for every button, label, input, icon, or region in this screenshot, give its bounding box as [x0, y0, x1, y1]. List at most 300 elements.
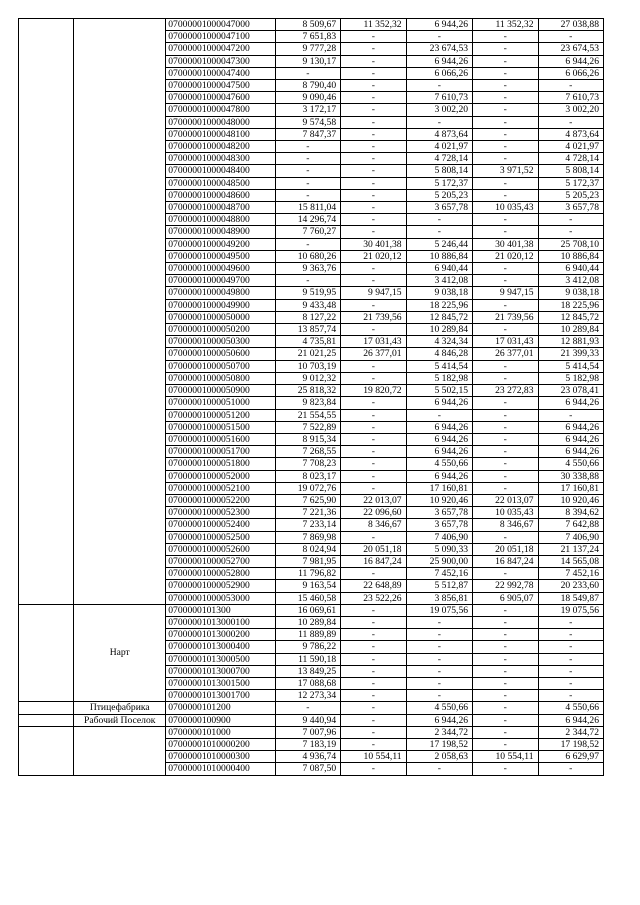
value-cell-4: -	[473, 397, 538, 409]
value-cell-2: -	[341, 433, 406, 445]
value-cell-4: -	[473, 702, 538, 714]
code-cell: 07000001000051600	[166, 433, 275, 445]
value-cell-4: -	[473, 421, 538, 433]
value-cell-2: -	[341, 446, 406, 458]
value-cell-3: 3 856,81	[406, 592, 472, 604]
value-cell-2: 21 739,56	[341, 311, 406, 323]
code-cell: 07000001013000500	[166, 653, 275, 665]
code-cell: 07000001000049900	[166, 299, 275, 311]
value-cell-2: 30 401,38	[341, 238, 406, 250]
value-cell-2: -	[341, 690, 406, 702]
value-cell-4: 21 020,12	[473, 250, 538, 262]
code-cell: 0700000101200	[166, 702, 275, 714]
value-cell-2: -	[341, 214, 406, 226]
value-cell-1: 7 847,37	[275, 128, 340, 140]
value-cell-5: 4 550,66	[538, 702, 604, 714]
value-cell-3: -	[406, 665, 472, 677]
code-cell: 07000001000047500	[166, 80, 275, 92]
code-cell: 0700000101300	[166, 604, 275, 616]
value-cell-3: -	[406, 763, 472, 775]
value-cell-4: -	[473, 226, 538, 238]
value-cell-4: -	[473, 372, 538, 384]
value-cell-5: 5 414,54	[538, 360, 604, 372]
value-cell-2: 16 847,24	[341, 555, 406, 567]
value-cell-5: 7 406,90	[538, 531, 604, 543]
code-cell: 07000001000050700	[166, 360, 275, 372]
code-cell: 07000001000052500	[166, 531, 275, 543]
value-cell-4: 3 971,52	[473, 165, 538, 177]
value-cell-2: 21 020,12	[341, 250, 406, 262]
value-cell-2: -	[341, 299, 406, 311]
value-cell-3: 6 944,26	[406, 397, 472, 409]
value-cell-3: 6 944,26	[406, 421, 472, 433]
code-cell: 07000001000047300	[166, 55, 275, 67]
margin-cell	[19, 19, 74, 605]
value-cell-3: 5 808,14	[406, 165, 472, 177]
value-cell-2: -	[341, 116, 406, 128]
margin-cell	[19, 714, 74, 726]
value-cell-2: -	[341, 177, 406, 189]
value-cell-3: 5 502,15	[406, 385, 472, 397]
value-cell-1: 9 519,95	[275, 287, 340, 299]
value-cell-5: -	[538, 226, 604, 238]
value-cell-3: 6 944,26	[406, 433, 472, 445]
value-cell-1: 9 823,84	[275, 397, 340, 409]
code-cell: 07000001000047400	[166, 67, 275, 79]
value-cell-2: -	[341, 665, 406, 677]
value-cell-3: -	[406, 629, 472, 641]
value-cell-4: -	[473, 214, 538, 226]
value-cell-3: -	[406, 31, 472, 43]
value-cell-2: -	[341, 397, 406, 409]
value-cell-5: 4 728,14	[538, 153, 604, 165]
code-cell: 0700000100900	[166, 714, 275, 726]
value-cell-5: 3 002,20	[538, 104, 604, 116]
value-cell-2: -	[341, 360, 406, 372]
value-cell-4: -	[473, 324, 538, 336]
value-cell-3: 17 160,81	[406, 482, 472, 494]
value-cell-2: 8 346,67	[341, 519, 406, 531]
value-cell-2: 17 031,43	[341, 336, 406, 348]
code-cell: 07000001000052600	[166, 543, 275, 555]
value-cell-1: 14 296,74	[275, 214, 340, 226]
value-cell-1: 9 090,46	[275, 92, 340, 104]
value-cell-3: 5 090,33	[406, 543, 472, 555]
margin-cell	[19, 702, 74, 714]
value-cell-5: 6 944,26	[538, 55, 604, 67]
value-cell-3: 5 182,98	[406, 372, 472, 384]
value-cell-2: -	[341, 263, 406, 275]
value-cell-3: -	[406, 226, 472, 238]
code-cell: 07000001000048100	[166, 128, 275, 140]
value-cell-1: 8 023,17	[275, 470, 340, 482]
value-cell-3: 3 657,78	[406, 202, 472, 214]
value-cell-3: 18 225,96	[406, 299, 472, 311]
code-cell: 07000001013001700	[166, 690, 275, 702]
value-cell-3: 3 412,08	[406, 275, 472, 287]
code-cell: 07000001000050000	[166, 311, 275, 323]
value-cell-1: 13 857,74	[275, 324, 340, 336]
value-cell-4: -	[473, 67, 538, 79]
value-cell-4: -	[473, 714, 538, 726]
value-cell-3: -	[406, 690, 472, 702]
value-cell-5: -	[538, 763, 604, 775]
value-cell-2: -	[341, 80, 406, 92]
value-cell-5: 6 629,97	[538, 751, 604, 763]
value-cell-5: 27 038,88	[538, 19, 604, 31]
code-cell: 07000001000048200	[166, 141, 275, 153]
code-cell: 07000001000048300	[166, 153, 275, 165]
value-cell-2: -	[341, 189, 406, 201]
code-cell: 07000001000050300	[166, 336, 275, 348]
value-cell-1: 7 007,96	[275, 726, 340, 738]
value-cell-2: -	[341, 128, 406, 140]
value-cell-5: 17 160,81	[538, 482, 604, 494]
value-cell-5: -	[538, 665, 604, 677]
value-cell-4: -	[473, 299, 538, 311]
value-cell-1: 7 869,98	[275, 531, 340, 543]
value-cell-2: 26 377,01	[341, 348, 406, 360]
value-cell-1: 8 127,22	[275, 311, 340, 323]
value-cell-3: 2 344,72	[406, 726, 472, 738]
value-cell-1: 9 440,94	[275, 714, 340, 726]
value-cell-3: 6 944,26	[406, 55, 472, 67]
value-cell-5: 17 198,52	[538, 738, 604, 750]
value-cell-5: -	[538, 116, 604, 128]
code-cell: 07000001013000700	[166, 665, 275, 677]
value-cell-4: -	[473, 43, 538, 55]
value-cell-5: -	[538, 629, 604, 641]
value-cell-5: 4 550,66	[538, 458, 604, 470]
table-row	[19, 604, 604, 616]
value-cell-5: 7 610,73	[538, 92, 604, 104]
value-cell-2: -	[341, 653, 406, 665]
code-cell: 07000001000051500	[166, 421, 275, 433]
margin-cell	[19, 726, 74, 775]
code-cell: 07000001000052700	[166, 555, 275, 567]
value-cell-1: -	[275, 67, 340, 79]
value-cell-4: -	[473, 568, 538, 580]
value-cell-1: -	[275, 165, 340, 177]
value-cell-4: -	[473, 616, 538, 628]
settlement-cell	[74, 19, 166, 605]
value-cell-2: -	[341, 629, 406, 641]
value-cell-4: 8 346,67	[473, 519, 538, 531]
value-cell-1: 7 981,95	[275, 555, 340, 567]
value-cell-2: -	[341, 92, 406, 104]
value-cell-5: 4 021,97	[538, 141, 604, 153]
value-cell-1: -	[275, 153, 340, 165]
value-cell-4: 30 401,38	[473, 238, 538, 250]
value-cell-3: 19 075,56	[406, 604, 472, 616]
code-cell: 07000001010000200	[166, 738, 275, 750]
code-cell: 07000001000047800	[166, 104, 275, 116]
value-cell-1: 15 460,58	[275, 592, 340, 604]
value-cell-5: 8 394,62	[538, 507, 604, 519]
value-cell-2: -	[341, 324, 406, 336]
value-cell-3: 4 846,28	[406, 348, 472, 360]
value-cell-3: -	[406, 616, 472, 628]
code-cell: 07000001000048700	[166, 202, 275, 214]
value-cell-1: 13 849,25	[275, 665, 340, 677]
value-cell-4: 26 377,01	[473, 348, 538, 360]
value-cell-4: -	[473, 531, 538, 543]
value-cell-3: -	[406, 116, 472, 128]
value-cell-4: 9 947,15	[473, 287, 538, 299]
value-cell-4: -	[473, 629, 538, 641]
value-cell-2: -	[341, 604, 406, 616]
settlement-cell	[74, 726, 166, 775]
value-cell-4: -	[473, 470, 538, 482]
value-cell-1: 9 130,17	[275, 55, 340, 67]
value-cell-1: 8 915,34	[275, 433, 340, 445]
value-cell-5: 3 657,78	[538, 202, 604, 214]
code-cell: 07000001000049200	[166, 238, 275, 250]
value-cell-5: 10 289,84	[538, 324, 604, 336]
data-sheet	[18, 18, 604, 776]
value-cell-4: -	[473, 738, 538, 750]
value-cell-1: 10 289,84	[275, 616, 340, 628]
value-cell-3: 6 944,26	[406, 714, 472, 726]
code-cell: 07000001000050600	[166, 348, 275, 360]
value-cell-1: 10 703,19	[275, 360, 340, 372]
value-cell-5: 23 078,41	[538, 385, 604, 397]
value-cell-2: -	[341, 153, 406, 165]
value-cell-4: 10 554,11	[473, 751, 538, 763]
value-cell-1: 8 509,67	[275, 19, 340, 31]
value-cell-2: -	[341, 714, 406, 726]
value-cell-5: 7 452,16	[538, 568, 604, 580]
value-cell-4: -	[473, 409, 538, 421]
value-cell-2: -	[341, 409, 406, 421]
value-cell-4: 20 051,18	[473, 543, 538, 555]
value-cell-1: 9 163,54	[275, 580, 340, 592]
code-cell: 07000001000047100	[166, 31, 275, 43]
value-cell-3: 4 873,64	[406, 128, 472, 140]
value-cell-5: 12 845,72	[538, 311, 604, 323]
value-cell-4: -	[473, 653, 538, 665]
value-cell-5: 12 881,93	[538, 336, 604, 348]
value-cell-5: 10 886,84	[538, 250, 604, 262]
value-cell-1: -	[275, 238, 340, 250]
value-cell-5: 6 066,26	[538, 67, 604, 79]
value-cell-2: 11 352,32	[341, 19, 406, 31]
value-cell-3: 9 038,18	[406, 287, 472, 299]
value-cell-5: -	[538, 214, 604, 226]
value-cell-5: 14 565,08	[538, 555, 604, 567]
value-cell-2: -	[341, 568, 406, 580]
settlement-cell: Птицефабрика	[74, 702, 166, 714]
value-cell-1: 7 651,83	[275, 31, 340, 43]
value-cell-1: -	[275, 177, 340, 189]
value-cell-3: 6 944,26	[406, 446, 472, 458]
value-cell-4: -	[473, 360, 538, 372]
value-cell-3: 5 246,44	[406, 238, 472, 250]
value-cell-3: -	[406, 409, 472, 421]
value-cell-1: 11 796,82	[275, 568, 340, 580]
value-cell-2: 22 096,60	[341, 507, 406, 519]
value-cell-1: 8 790,40	[275, 80, 340, 92]
code-cell: 07000001000047000	[166, 19, 275, 31]
value-cell-4: 10 035,43	[473, 507, 538, 519]
value-cell-1: -	[275, 275, 340, 287]
value-cell-2: -	[341, 275, 406, 287]
code-cell: 07000001000049600	[166, 263, 275, 275]
code-cell: 07000001000052800	[166, 568, 275, 580]
settlement-cell: Нарт	[74, 604, 166, 702]
code-cell: 07000001000052300	[166, 507, 275, 519]
value-cell-5: 4 873,64	[538, 128, 604, 140]
value-cell-1: 7 625,90	[275, 494, 340, 506]
value-cell-3: -	[406, 677, 472, 689]
code-cell: 07000001000048900	[166, 226, 275, 238]
value-cell-2: 20 051,18	[341, 543, 406, 555]
code-cell: 07000001000051000	[166, 397, 275, 409]
value-cell-4: -	[473, 665, 538, 677]
value-cell-3: 4 324,34	[406, 336, 472, 348]
value-cell-3: 4 021,97	[406, 141, 472, 153]
value-cell-3: 4 550,66	[406, 702, 472, 714]
value-cell-3: 3 002,20	[406, 104, 472, 116]
value-cell-4: -	[473, 116, 538, 128]
value-cell-4: 10 035,43	[473, 202, 538, 214]
value-cell-5: 5 808,14	[538, 165, 604, 177]
value-cell-5: 5 172,37	[538, 177, 604, 189]
value-cell-2: -	[341, 702, 406, 714]
value-cell-2: -	[341, 616, 406, 628]
value-cell-5: -	[538, 31, 604, 43]
value-cell-2: 19 820,72	[341, 385, 406, 397]
code-cell: 07000001000048000	[166, 116, 275, 128]
value-cell-4: -	[473, 458, 538, 470]
value-cell-1: 7 760,27	[275, 226, 340, 238]
value-cell-1: -	[275, 702, 340, 714]
value-cell-1: 7 183,19	[275, 738, 340, 750]
value-cell-5: 19 075,56	[538, 604, 604, 616]
value-cell-1: -	[275, 141, 340, 153]
value-cell-3: 5 205,23	[406, 189, 472, 201]
value-cell-2: -	[341, 43, 406, 55]
value-cell-1: 9 363,76	[275, 263, 340, 275]
value-cell-4: -	[473, 263, 538, 275]
value-cell-3: 5 414,54	[406, 360, 472, 372]
value-cell-2: -	[341, 165, 406, 177]
value-cell-5: 25 708,10	[538, 238, 604, 250]
value-cell-4: -	[473, 104, 538, 116]
value-cell-4: 16 847,24	[473, 555, 538, 567]
code-cell: 07000001000052100	[166, 482, 275, 494]
value-cell-5: 23 674,53	[538, 43, 604, 55]
value-cell-2: -	[341, 763, 406, 775]
value-cell-5: 30 338,88	[538, 470, 604, 482]
value-cell-1: 7 087,50	[275, 763, 340, 775]
code-cell: 07000001000047600	[166, 92, 275, 104]
value-cell-1: 9 433,48	[275, 299, 340, 311]
value-cell-5: 3 412,08	[538, 275, 604, 287]
value-cell-4: -	[473, 141, 538, 153]
value-cell-3: 10 920,46	[406, 494, 472, 506]
value-cell-3: 2 058,63	[406, 751, 472, 763]
value-cell-2: -	[341, 67, 406, 79]
value-cell-3: 3 657,78	[406, 519, 472, 531]
value-cell-2: -	[341, 202, 406, 214]
value-cell-1: 7 522,89	[275, 421, 340, 433]
value-cell-3: 10 289,84	[406, 324, 472, 336]
code-cell: 07000001013001500	[166, 677, 275, 689]
value-cell-1: 7 233,14	[275, 519, 340, 531]
value-cell-2: -	[341, 458, 406, 470]
code-cell: 07000001013000100	[166, 616, 275, 628]
value-cell-1: 21 021,25	[275, 348, 340, 360]
value-cell-1: 11 590,18	[275, 653, 340, 665]
value-cell-4: 22 992,78	[473, 580, 538, 592]
value-cell-3: -	[406, 641, 472, 653]
value-cell-2: -	[341, 531, 406, 543]
value-cell-1: 8 024,94	[275, 543, 340, 555]
value-cell-2: -	[341, 141, 406, 153]
value-cell-5: -	[538, 641, 604, 653]
value-cell-2: 9 947,15	[341, 287, 406, 299]
value-cell-5: 21 137,24	[538, 543, 604, 555]
value-cell-5: 2 344,72	[538, 726, 604, 738]
value-cell-3: 23 674,53	[406, 43, 472, 55]
value-cell-4: -	[473, 482, 538, 494]
value-cell-3: -	[406, 80, 472, 92]
code-cell: 0700000101000	[166, 726, 275, 738]
value-cell-2: -	[341, 738, 406, 750]
value-cell-1: 4 735,81	[275, 336, 340, 348]
value-cell-2: 10 554,11	[341, 751, 406, 763]
value-cell-2: -	[341, 372, 406, 384]
value-cell-4: -	[473, 604, 538, 616]
code-cell: 07000001000053000	[166, 592, 275, 604]
code-cell: 07000001000047200	[166, 43, 275, 55]
value-cell-4: -	[473, 433, 538, 445]
value-cell-4: 23 272,83	[473, 385, 538, 397]
value-cell-3: 6 944,26	[406, 19, 472, 31]
value-cell-2: -	[341, 726, 406, 738]
value-cell-5: -	[538, 677, 604, 689]
value-cell-5: -	[538, 409, 604, 421]
code-cell: 07000001000052900	[166, 580, 275, 592]
table-row	[19, 714, 604, 726]
value-cell-5: 6 944,26	[538, 397, 604, 409]
value-cell-5: 6 940,44	[538, 263, 604, 275]
value-cell-2: -	[341, 421, 406, 433]
value-cell-3: 7 452,16	[406, 568, 472, 580]
code-cell: 07000001010000400	[166, 763, 275, 775]
value-cell-1: 9 786,22	[275, 641, 340, 653]
value-cell-3: 10 886,84	[406, 250, 472, 262]
value-cell-1: 7 268,55	[275, 446, 340, 458]
value-cell-5: 20 233,60	[538, 580, 604, 592]
value-cell-4: -	[473, 31, 538, 43]
value-cell-4: -	[473, 446, 538, 458]
value-cell-5: 6 944,26	[538, 421, 604, 433]
code-cell: 07000001000049500	[166, 250, 275, 262]
value-cell-1: 9 777,28	[275, 43, 340, 55]
value-cell-4: -	[473, 177, 538, 189]
value-cell-2: -	[341, 226, 406, 238]
value-cell-2: 22 013,07	[341, 494, 406, 506]
value-cell-3: -	[406, 653, 472, 665]
code-cell: 07000001013000200	[166, 629, 275, 641]
value-cell-3: 6 944,26	[406, 470, 472, 482]
value-cell-2: 22 648,89	[341, 580, 406, 592]
value-cell-4: 17 031,43	[473, 336, 538, 348]
value-cell-4: -	[473, 763, 538, 775]
value-cell-1: 7 221,36	[275, 507, 340, 519]
